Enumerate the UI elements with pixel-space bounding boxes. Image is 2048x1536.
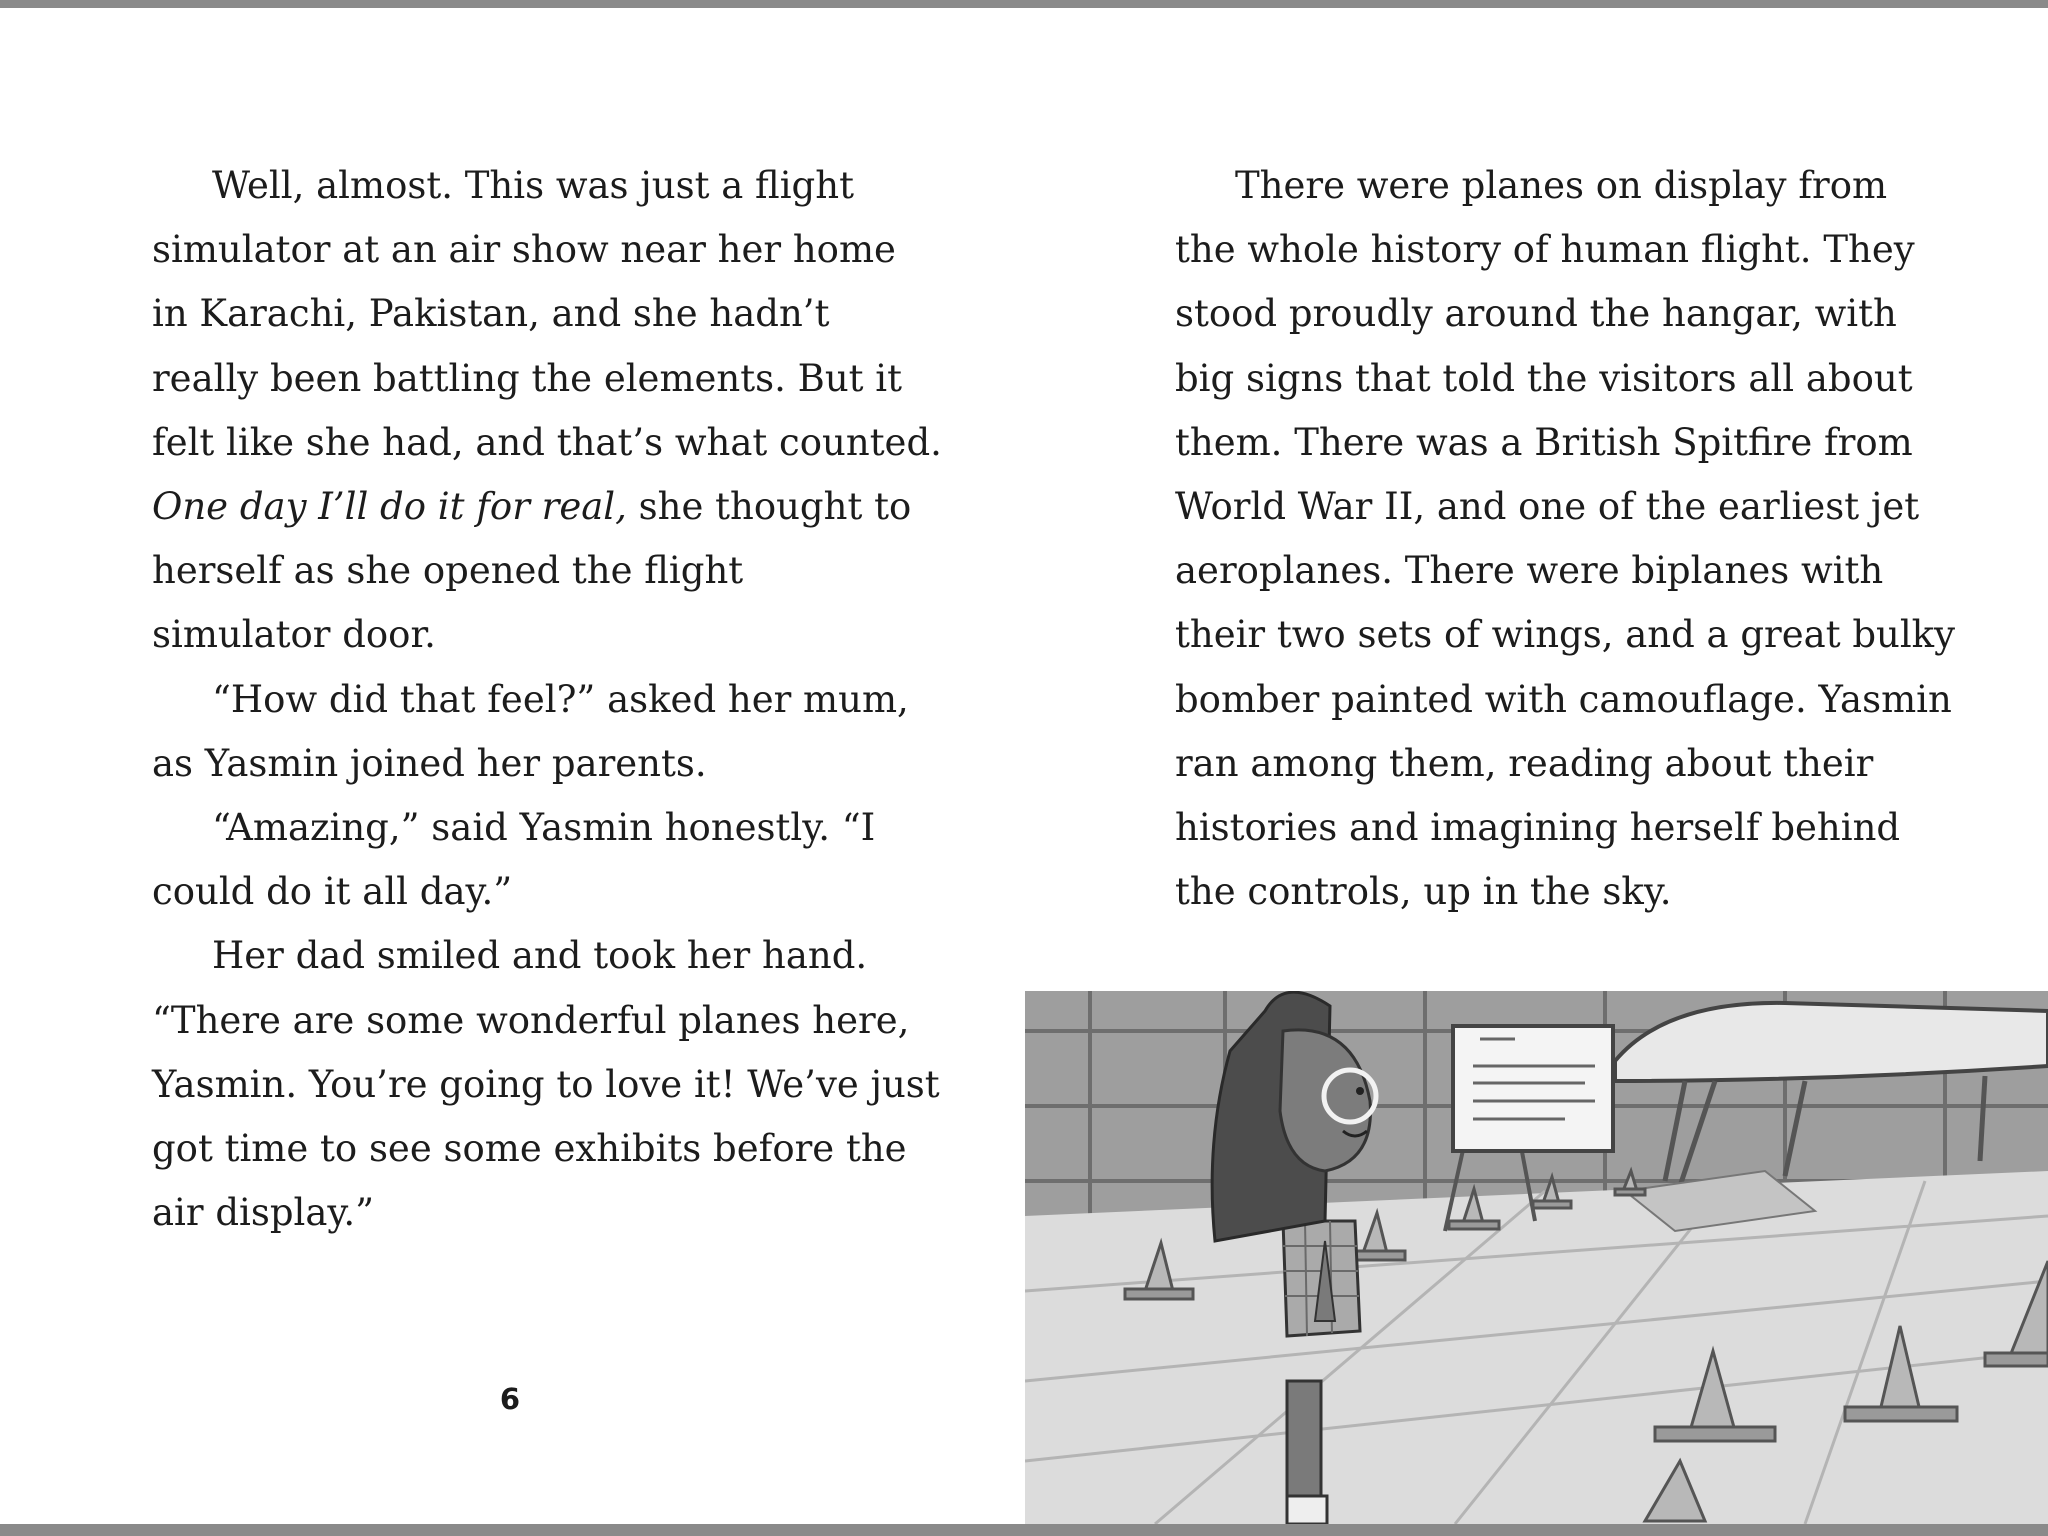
text-line: their two sets of wings, and a great bulky (1175, 613, 1955, 657)
text-line: felt like she had, and that’s what counted. (152, 420, 942, 464)
text-line: air display.” (152, 1191, 375, 1235)
italic-thought: One day I’ll do it for real, (152, 485, 627, 529)
text-line: aeroplanes. There were biplanes with (1175, 549, 1884, 593)
text-line: them. There was a British Spitfire from (1175, 420, 1913, 464)
hangar-illustration (1025, 991, 2048, 1524)
text-line: really been battling the elements. But it (152, 356, 902, 400)
text-line: Yasmin. You’re going to love it! We’ve just (152, 1062, 940, 1106)
text-line: histories and imagining herself behind (1175, 806, 1901, 850)
text-line: “There are some wonderful planes here, (152, 998, 910, 1042)
text-line: simulator at an air show near her home (152, 228, 896, 272)
text-line: in Karachi, Pakistan, and she hadn’t (152, 292, 830, 336)
text-line: stood proudly around the hangar, with (1175, 292, 1897, 336)
text-line (152, 475, 912, 539)
text-line: Her dad smiled and took her hand. (212, 934, 868, 978)
text-line: “How did that feel?” asked her mum, (212, 677, 909, 721)
text-line: bomber painted with camouflage. Yasmin (1175, 677, 1952, 721)
text-line: simulator door. (152, 613, 436, 657)
page-number: 6 (499, 1382, 521, 1416)
text-line: World War II, and one of the earliest jet (1175, 485, 1920, 529)
text-line: “Amazing,” said Yasmin honestly. “I (212, 806, 876, 850)
top-frame-border (0, 0, 2048, 8)
text-line: got time to see some exhibits before the (152, 1127, 907, 1171)
text-line: the controls, up in the sky. (1175, 870, 1672, 914)
right-page-text (1175, 154, 1955, 924)
text-line: as Yasmin joined her parents. (152, 741, 707, 785)
text-line: Well, almost. This was just a flight (212, 164, 854, 207)
text-fragment: she thought to (626, 485, 912, 529)
text-line: could do it all day.” (152, 870, 513, 914)
text-line: There were planes on display from (1235, 164, 1888, 207)
text-line: ran among them, reading about their (1175, 741, 1874, 785)
bottom-frame-border (0, 1524, 2048, 1536)
text-line: the whole history of human flight. They (1175, 228, 1915, 272)
text-line: herself as she opened the flight (152, 549, 744, 593)
text-line: big signs that told the visitors all about (1175, 356, 1913, 400)
left-page-text (152, 154, 942, 1245)
hangar-scene (1025, 991, 2048, 1524)
